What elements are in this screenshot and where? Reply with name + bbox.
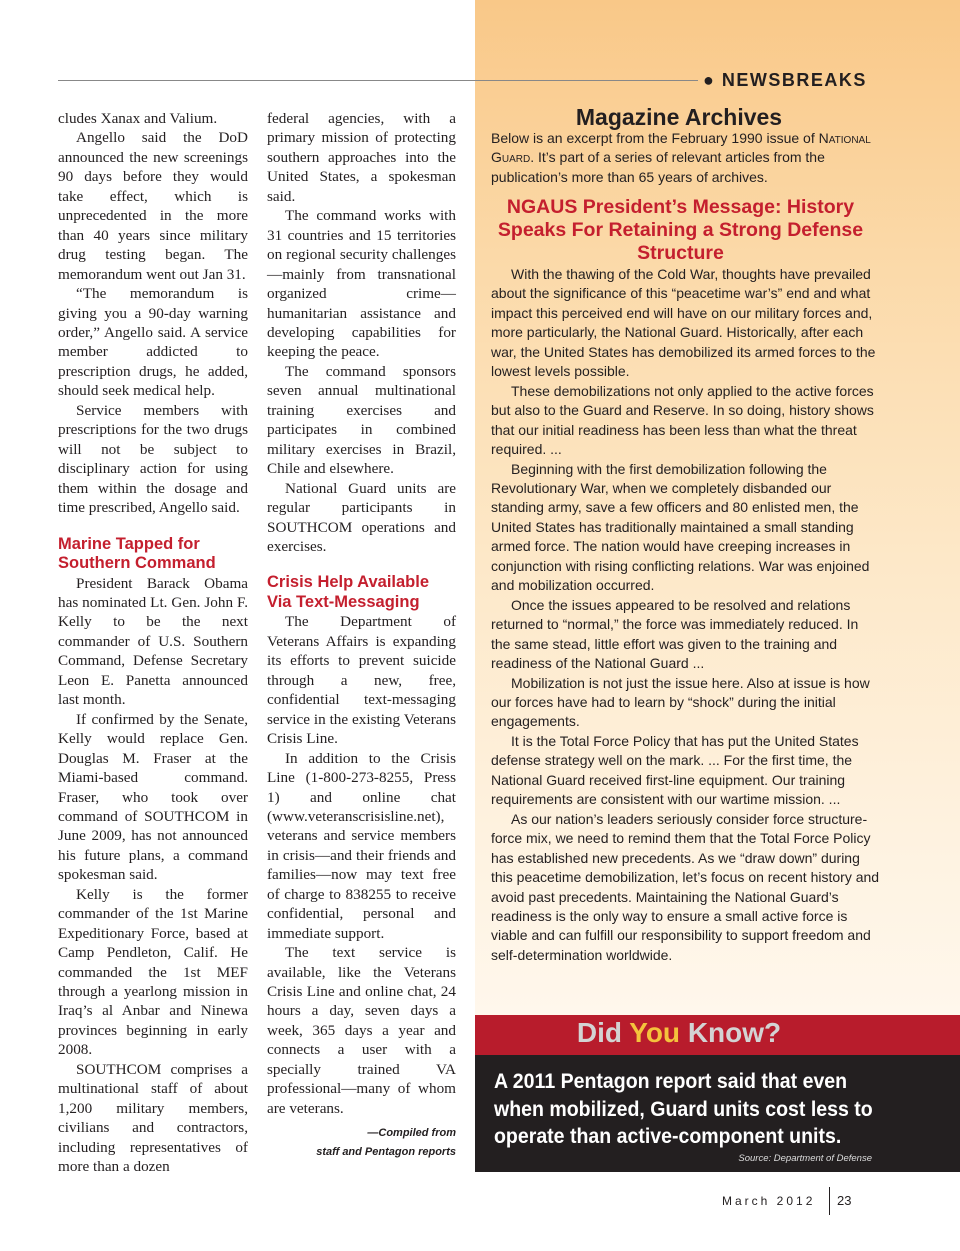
archives-intro [491, 129, 881, 187]
message-title: NGAUS President’s Message: History Speaks For Retaining a Strong Defense Structure [497, 196, 864, 264]
paragraph: SOUTHCOM comprises a multinational staff of about 1,200 military members, civilians and contractors, including representatives of more than a dozen [58, 1060, 248, 1176]
article-heading: Crisis Help Available Via Text-Messaging [267, 573, 430, 611]
credit-line: —Compiled from [367, 1127, 456, 1140]
paragraph: The text service is available, like the Veterans Crisis Line and online chat, 24 hours a day, seven days a week, 365 days a year and connects a user with a specially trained VA professional—many of whom are veterans. [267, 944, 456, 1117]
paragraph: With the thawing of the Cold War, thoughts have prevailed about the significance of this “peacetime war’s” end and what impact this perceived end will have on our military forces and, more particularly, the National Guard. Historically, after each war, the United States has demobilized its armed forces to the lowest levels possible. [491, 266, 876, 380]
paragraph: “The memorandum is giving you a 90-day warning order,” Angello said. A service member addicted to prescription drugs, he added, should seek medical help. [58, 285, 248, 400]
paragraph: Kelly is the former commander of the 1st Marine Expeditionary Force, based at Camp Pendleton, Calif. He commanded the 1st MEF through a yearlong mission in Iraq’s al Anbar and Ninewa provinces beginning in early 2008. [58, 885, 248, 1059]
message-body [491, 265, 881, 965]
paragraph: cludes Xanax and Valium. [58, 110, 218, 127]
paragraph: The command sponsors seven annual multinational training exercises and participates in combined military exercises in Brazil, Chile and elsewhere. [267, 362, 456, 478]
paragraph: President Barack Obama has nominated Lt. Gen. John F. Kelly to be the next commander of U.S. Southern Command, Defense Secretary Leon E. Panetta announced last month. [58, 574, 248, 709]
intro-text: Below is an excerpt from the February 1990 issue of [491, 130, 819, 146]
did-you-know-source: Source: Department of Defense [738, 1153, 872, 1164]
paragraph: Angello said the DoD announced the new screenings 90 days before they would take effect, which is unprecedented in the more than 40 years since military drug testing began. The memorandum went out Jan 31. [58, 129, 248, 283]
publication-name: National Guard [491, 130, 871, 166]
issue-date: March 2012 [722, 1194, 816, 1208]
article-heading: Marine Tapped for Southern Command [58, 534, 216, 573]
article-credit [267, 1124, 456, 1162]
paragraph: Mobilization is not just the issue here. Also at issue is how our forces have had to learn by “shock” during the initial engagements. [491, 674, 870, 730]
title-word: Know? [680, 1017, 782, 1048]
paragraph: If confirmed by the Senate, Kelly would replace Gen. Douglas M. Fraser at the Miami-based command. Fraser, who took over command of SOUTHCOM in June 2009, has not announced his future plans, a command spokesman said. [58, 710, 248, 884]
title-word-highlight: You [629, 1017, 681, 1048]
title-word: Did [576, 1017, 630, 1048]
did-you-know-title [475, 1017, 883, 1049]
paragraph: As our nation’s leaders seriously consider force structure-force mix, we need to remind them that the Total Force Policy has established new precedents. As we “draw down” during this peacetime demobilization, let’s focus on recent history and avoid past precedents. Maintaining the National Guard’s readiness is the only way to ensure a small active force is viable and can fulfill our responsibility to support freedom and self-determination worldwide. [491, 810, 880, 963]
paragraph: federal agencies, with a primary mission of protecting southern approaches into the United States, a spokesman said. [267, 110, 456, 205]
paragraph: Once the issues appeared to be resolved and relations returned to “normal,” the force was immediately reduced. In the same stead, little effort was given to the training and readiness of the National Guard ... [491, 596, 859, 672]
paragraph: National Guard units are regular participants in SOUTHCOM operations and exercises. [267, 479, 456, 555]
section-tag: ● NEWSBREAKS [703, 70, 867, 90]
paragraph: In addition to the Crisis Line (1-800-273-8255, Press 1) and online chat (www.veteranscrisisline.net), veterans and service members in crisis—and their friends and families—now may text free of charge to 838255 to receive confidential, personal and immediate support. [267, 749, 456, 942]
paragraph: The command works with 31 countries and 15 territories on regional security challenges—mainly from transnational organized crime—humanitarian assistance and developing capabilities for keeping the peace. [267, 207, 456, 361]
article-column-2 [267, 109, 456, 1162]
archives-title: Magazine Archives [575, 104, 783, 130]
did-you-know-fact: A 2011 Pentagon report said that even when mobilized, Guard units cost less to operate than active-component units. [494, 1070, 873, 1148]
paragraph: Service members with prescriptions for the two drugs will not be subject to disciplinary action for using them within the dosage and time prescribed, Angello said. [58, 401, 248, 517]
paragraph: It is the Total Force Policy that has put the United States defense strategy well on the mark. ... For the first time, the National Guard received first-line equipment. Our training requirements are consistent with our wartime mission. ... [491, 732, 859, 808]
paragraph: The Department of Veterans Affairs is expanding its efforts to prevent suicide through a new, free, confidential text-messaging service in the existing Veterans Crisis Line. [267, 613, 456, 748]
paragraph: Beginning with the first demobilization following the Revolutionary War, when we completely disbanded our standing army, save a few officers and 80 enlisted men, the United States has traditionally maintained a small standing armed force. The nation would have creeping increases in conjunction with rising conflicting relations. War was enjoined and mobilization occurred. [491, 460, 870, 594]
article-column-1 [58, 109, 248, 1177]
folio-divider [829, 1187, 830, 1215]
page-number: 23 [837, 1193, 852, 1208]
intro-text: . It’s part of a series of relevant articles from the publication’s more than 65 years of archives. [491, 149, 825, 185]
paragraph: These demobilizations not only applied to the active forces but also to the Guard and Reserve. In so doing, history shows that our initial readiness has been less than what the threat required. ... [491, 382, 874, 458]
header-rule [58, 80, 698, 81]
credit-line: staff and Pentagon reports [316, 1146, 456, 1159]
